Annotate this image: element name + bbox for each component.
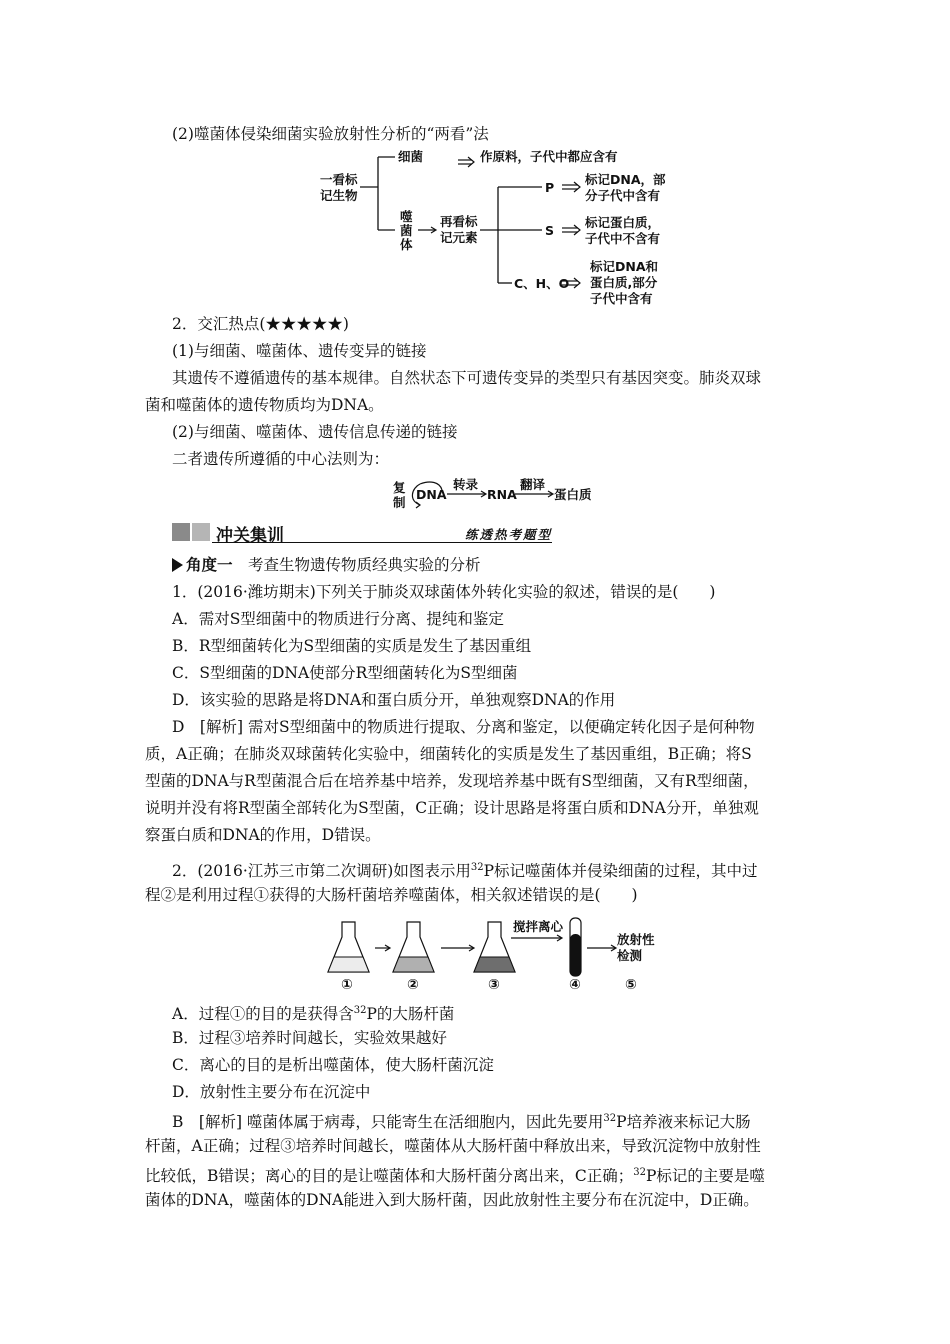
s-label: S bbox=[545, 223, 555, 238]
angle-text: 考查生物遗传物质经典实验的分析 bbox=[248, 556, 481, 574]
angle-heading bbox=[172, 555, 481, 575]
fig-label-5: ⑤ bbox=[625, 977, 637, 993]
q2-stem-1: 2．(2016·江苏三市第二次调研)如图表示用$^{32}$P标记噬菌体并侵染细菌的过程，其中过 bbox=[172, 862, 758, 880]
q1-answer-1: D [解析] 需对S型细菌中的物质进行提取、分离和鉴定，以便确定转化因子是何种物 bbox=[172, 718, 755, 736]
experiment-figure bbox=[325, 912, 670, 997]
cho-result-line3: 子代中含有 bbox=[590, 291, 653, 306]
play-triangle-icon bbox=[172, 558, 183, 572]
q2-stem-2: 程②是利用过程①获得的大肠杆菌培养噬菌体，相关叙述错误的是( ) bbox=[145, 886, 638, 904]
q1-answer-3: 型菌的DNA与R型菌混合后在培养基中培养，发现培养基中既有S型细菌，又有R型细菌， bbox=[145, 772, 759, 790]
q1-option-a: A．需对S型细菌中的物质进行分离、提纯和鉴定 bbox=[172, 610, 504, 628]
q1-answer-5: 察蛋白质和DNA的作用，D错误。 bbox=[145, 826, 381, 844]
banner-square-icon-2 bbox=[192, 523, 210, 541]
root-label-line2: 记生物 bbox=[320, 188, 358, 203]
replication-label-1: 复 bbox=[393, 480, 406, 495]
protein-label: 蛋白质 bbox=[554, 487, 592, 502]
flask-2-icon bbox=[393, 922, 434, 972]
q2-option-c: C．离心的目的是析出噬菌体，使大肠杆菌沉淀 bbox=[172, 1056, 494, 1074]
second-look-line1: 再看标 bbox=[440, 214, 478, 229]
cho-result-line2: 蛋白质,部分 bbox=[590, 275, 658, 290]
flask-3-icon bbox=[474, 922, 515, 972]
second-look-line2: 记元素 bbox=[440, 230, 478, 245]
centrifuge-label: 搅拌离心 bbox=[513, 919, 564, 934]
phage-label-2: 菌 bbox=[400, 223, 413, 238]
p-label: P bbox=[545, 180, 555, 195]
hot-topic-2-body: 二者遗传所遵循的中心法则为： bbox=[172, 450, 390, 468]
banner-square-icon bbox=[172, 523, 190, 541]
q2-answer-2: 杆菌，A正确；过程③培养时间越长，噬菌体从大肠杆菌中释放出来，导致沉淀物中放射性 bbox=[145, 1137, 761, 1155]
transcription-label: 转录 bbox=[453, 477, 479, 492]
fig-label-4: ④ bbox=[569, 977, 581, 993]
fig-label-2: ② bbox=[407, 977, 419, 993]
rna-label: RNA bbox=[487, 487, 517, 502]
hot-topic-1-body-2: 菌和噬菌体的遗传物质均为DNA。 bbox=[145, 396, 384, 414]
q2-answer-1: B [解析] 噬菌体属于病毒，只能寄生在活细胞内，因此先要用$^{32}$P培养液来标记大肠 bbox=[172, 1113, 751, 1131]
hot-topic-2-title: (2)与细菌、噬菌体、遗传信息传递的链接 bbox=[172, 423, 458, 441]
banner-subtitle: 练透热考题型 bbox=[464, 527, 552, 542]
q1-stem: 1．(2016·潍坊期末)下列关于肺炎双球菌体外转化实验的叙述，错误的是( ) bbox=[172, 583, 716, 601]
hot-topic-1-body-1: 其遗传不遵循遗传的基本规律。自然状态下可遗传变异的类型只有基因突变。肺炎双球 bbox=[172, 369, 762, 387]
fig-label-3: ③ bbox=[488, 977, 500, 993]
root-label-line1: 一看标 bbox=[320, 172, 358, 187]
q2-option-d: D．放射性主要分布在沉淀中 bbox=[172, 1083, 371, 1101]
hot-topic-1-title: (1)与细菌、噬菌体、遗传变异的链接 bbox=[172, 342, 427, 360]
q2-option-a: A．过程①的目的是获得含$^{32}$P的大肠杆菌 bbox=[172, 1005, 455, 1023]
p-result-line1: 标记DNA，部 bbox=[585, 172, 666, 187]
q1-option-c: C．S型细菌的DNA使部分R型细菌转化为S型细菌 bbox=[172, 664, 518, 682]
dna-label: DNA bbox=[416, 487, 447, 502]
q2-option-b: B．过程③培养时间越长，实验效果越好 bbox=[172, 1029, 447, 1047]
detect-label-1: 放射性 bbox=[617, 932, 655, 947]
cho-result-line1: 标记DNA和 bbox=[590, 259, 659, 274]
angle-label: 角度一 bbox=[186, 555, 233, 574]
q2-answer-4: 菌体的DNA，噬菌体的DNA能进入到大肠杆菌，因此放射性主要分布在沉淀中，D正确。 bbox=[145, 1191, 759, 1209]
q1-answer-4: 说明并没有将R型菌全部转化为S型菌，C正确；设计思路是将蛋白质和DNA分开，单独观 bbox=[145, 799, 759, 817]
q2-answer-3: 比较低，B错误；离心的目的是让噬菌体和大肠杆菌分离出来，C正确；$^{32}$P标记的主要是噬 bbox=[145, 1167, 765, 1185]
banner-rule bbox=[212, 542, 552, 543]
fig-label-1: ① bbox=[341, 977, 353, 993]
phage-label-1: 噬 bbox=[400, 209, 413, 224]
s-result-line2: 子代中不含有 bbox=[585, 231, 661, 246]
q1-option-d: D．该实验的思路是将DNA和蛋白质分开，单独观察DNA的作用 bbox=[172, 691, 616, 709]
detect-label-2: 检测 bbox=[617, 948, 643, 963]
p-result-line2: 分子代中含有 bbox=[585, 188, 661, 203]
s-result-line1: 标记蛋白质， bbox=[585, 215, 661, 230]
hot-topic-title: 2．交汇热点(★★★★★) bbox=[172, 315, 349, 333]
phage-label-3: 体 bbox=[400, 237, 413, 252]
banner-title: 冲关集训 bbox=[216, 526, 284, 546]
q1-answer-2: 质，A正确；在肺炎双球菌转化实验中，细菌转化的实质是发生了基因重组，B正确；将S bbox=[145, 745, 752, 763]
bacteria-label: 细菌 bbox=[398, 149, 424, 164]
central-dogma-diagram bbox=[390, 474, 600, 514]
q1-option-b: B．R型细菌转化为S型细菌的实质是发生了基因重组 bbox=[172, 637, 532, 655]
section-title-two-looks: (2)噬菌体侵染细菌实验放射性分析的“两看”法 bbox=[172, 125, 489, 143]
centrifuge-tube-icon bbox=[570, 918, 581, 976]
section-banner bbox=[172, 521, 552, 546]
flask-1-icon bbox=[328, 922, 369, 972]
cho-label: C、H、O bbox=[514, 276, 570, 291]
two-looks-diagram bbox=[300, 145, 700, 310]
translation-label: 翻译 bbox=[520, 477, 546, 492]
replication-label-2: 制 bbox=[393, 495, 406, 510]
bacteria-result: 作原料，子代中都应含有 bbox=[480, 149, 618, 164]
